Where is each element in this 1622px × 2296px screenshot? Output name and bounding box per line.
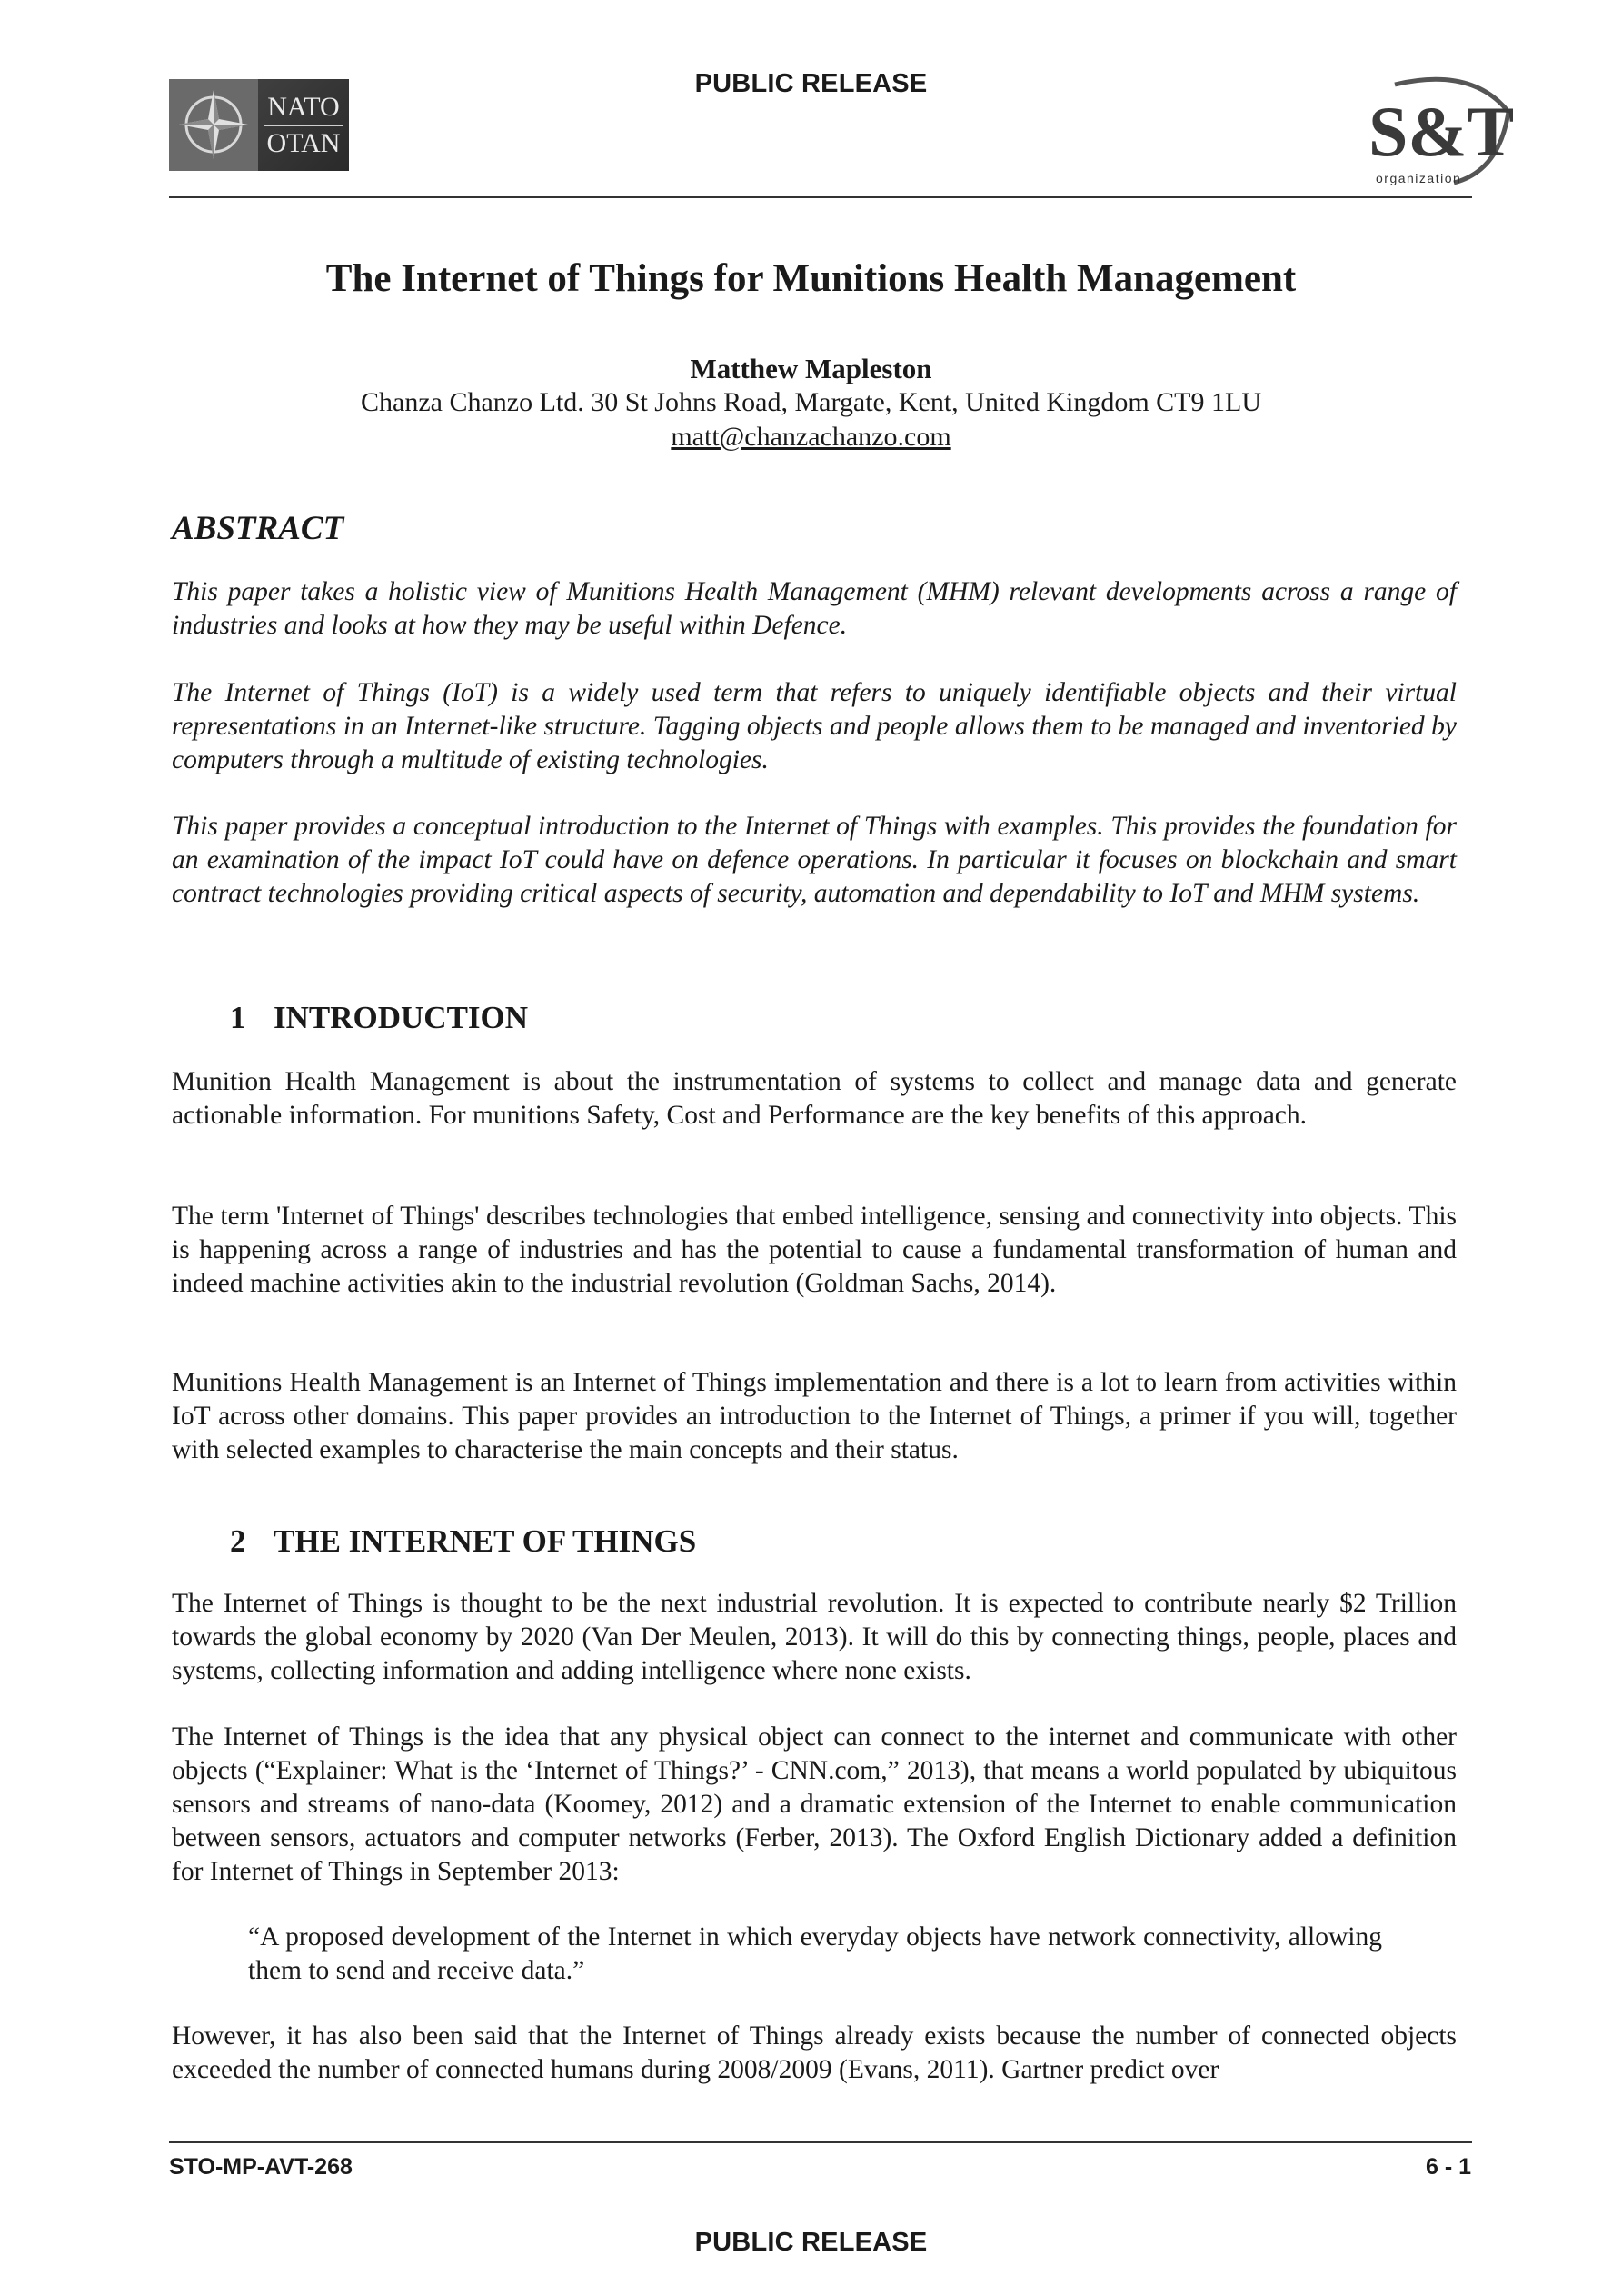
nato-logo-line2: OTAN — [266, 127, 341, 158]
footer-document-code: STO-MP-AVT-268 — [169, 2154, 353, 2180]
st-logo-tagline: organization — [1376, 171, 1462, 185]
section-2-heading — [230, 1523, 696, 1560]
paper-author: Matthew Mapleston — [690, 353, 932, 384]
oed-definition-quote: “A proposed development of the Internet in which everyday objects have network connectivity, allowing them to send and receive data.” — [248, 1922, 1382, 1985]
footer-divider — [169, 2141, 1472, 2143]
header-release-label: PUBLIC RELEASE — [694, 69, 928, 98]
nato-compass-icon — [169, 79, 258, 171]
abstract-paragraph-2: The Internet of Things (IoT) is a widely used term that refers to uniquely identifiable objects and their virtual representations in an Internet-like structure. Tagging objects and people allows them to be managed and inventoried by computers through a multitude of existing technologies. — [172, 678, 1457, 774]
abstract-paragraph-3: This paper provides a conceptual introduction to the Internet of Things with examples. This provides the foundation for an examination of the impact IoT could have on defence operations. In particular it focuses on blockchain and smart contract technologies providing critical aspects of security, automation and dependability to IoT and MHM systems. — [172, 812, 1457, 908]
section-2-paragraph-3: However, it has also been said that the Internet of Things already exists because the number of connected objects exceeded the number of connected humans during 2008/2009 (Evans, 2011). Gartner predict over — [172, 2021, 1457, 2084]
section-2-paragraph-1: The Internet of Things is thought to be the next industrial revolution. It is expected to contribute nearly $2 Trillion towards the global economy by 2020 (Van Der Meulen, 2013). It will do this by connecting things, people, places and systems, collecting information and adding intelligence where none exists. — [172, 1589, 1457, 1685]
st-logo-mark: S&T — [1368, 92, 1513, 171]
nato-otan-logo — [169, 79, 349, 171]
author-affiliation: Chanza Chanzo Ltd. 30 St Johns Road, Margate, Kent, United Kingdom CT9 1LU — [361, 387, 1261, 417]
st-organization-logo — [1363, 75, 1513, 189]
abstract-heading: ABSTRACT — [172, 510, 344, 547]
section-1-paragraph-2: The term 'Internet of Things' describes technologies that embed intelligence, sensing and connectivity into objects. This is happening across a range of industries and has the potential to cause a fundamental transformation of human and indeed machine activities akin to the industrial revolution (Goldman Sachs, 2014). — [172, 1202, 1457, 1298]
section-1-title: INTRODUCTION — [274, 1000, 529, 1035]
section-1-number: 1 — [230, 1000, 246, 1035]
nato-logo-line1: NATO — [264, 90, 343, 126]
section-1-paragraph-1: Munition Health Management is about the instrumentation of systems to collect and manage data and generate actionable information. For munitions Safety, Cost and Performance are the key benefits of this approach. — [172, 1067, 1457, 1130]
author-email-row — [0, 422, 1622, 453]
footer-page-number: 6 - 1 — [1425, 2154, 1471, 2180]
section-1-paragraph-3: Munitions Health Management is an Internet of Things implementation and there is a lot to learn from activities within IoT across other domains. This paper provides an introduction to the Internet of Things, a primer if you will, together with selected examples to characterise the main concepts and their status. — [172, 1368, 1457, 1464]
footer-release-label: PUBLIC RELEASE — [694, 2228, 928, 2257]
abstract-paragraph-1: This paper takes a holistic view of Munitions Health Management (MHM) relevant developments across a range of industries and looks at how they may be useful within Defence. — [172, 577, 1457, 640]
section-1-heading — [230, 1000, 528, 1036]
section-2-paragraph-2: The Internet of Things is the idea that any physical object can connect to the internet and communicate with other objects (“Explainer: What is the ‘Internet of Things?’ - CNN.com,” 2013), that means a world populated by ubiquitous sensors and streams of nano-data (Koomey, 2012) and a dramatic extension of the Internet to enable communication between sensors, actuators and computer networks (Ferber, 2013). The Oxford English Dictionary added a definition for Internet of Things in September 2013: — [172, 1722, 1457, 1886]
header-divider — [169, 196, 1472, 198]
paper-title: The Internet of Things for Munitions Health Management — [325, 257, 1297, 300]
section-2-number: 2 — [230, 1523, 246, 1559]
author-email-link[interactable]: matt@chanzachanzo.com — [671, 422, 951, 452]
section-2-title: THE INTERNET OF THINGS — [274, 1523, 697, 1559]
